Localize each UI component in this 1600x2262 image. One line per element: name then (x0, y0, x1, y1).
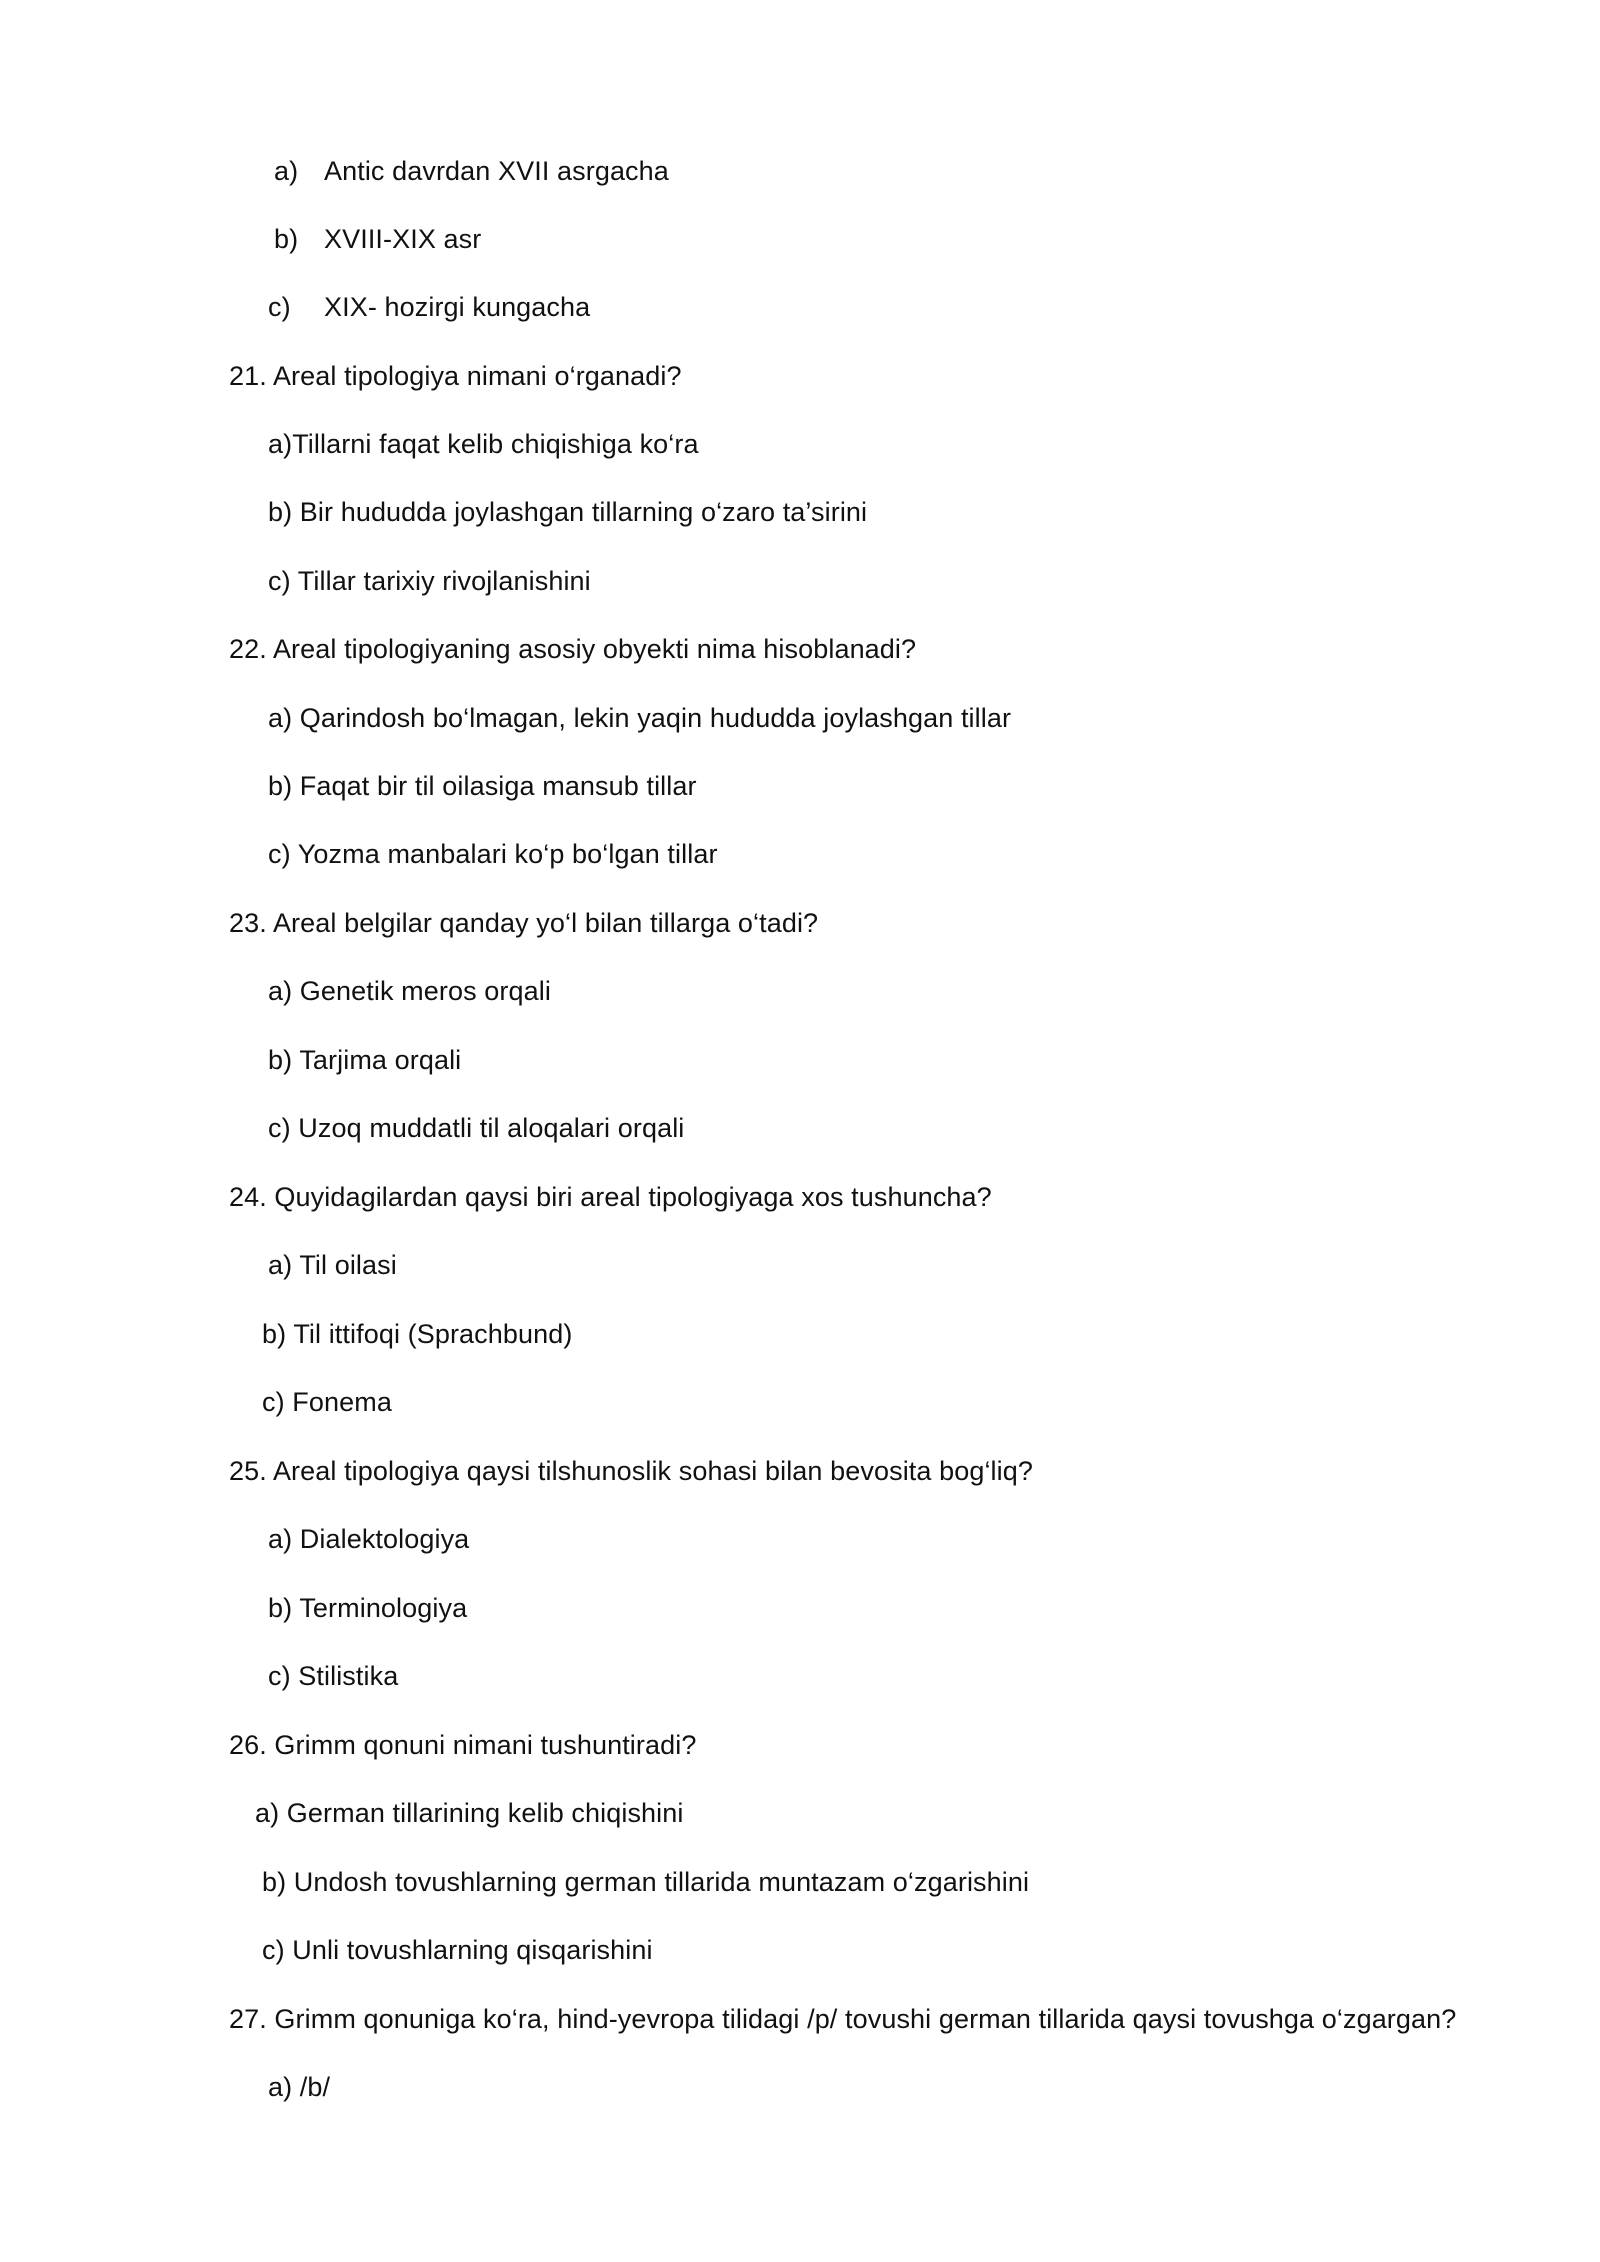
answer-option: a) German tillarining kelib chiqishini (255, 1798, 684, 1828)
answer-option: a) Qarindosh bo‘lmagan, lekin yaqin hududda joylashgan tillar (268, 703, 1012, 733)
option-label: b) (274, 224, 299, 254)
answer-option: a)Tillarni faqat kelib chiqishiga ko‘ra (268, 429, 699, 459)
answer-option: c) Unli tovushlarning qisqarishini (262, 1935, 653, 1965)
list-item (268, 290, 590, 324)
option-text: XVIII-XIX asr (324, 224, 482, 254)
answer-option: c) Yozma manbalari ko‘p bo‘lgan tillar (268, 839, 718, 869)
question-26: 26. Grimm qonuni nimani tushuntiradi? (229, 1730, 697, 1760)
option-label: c) (268, 292, 291, 322)
question-22: 22. Areal tipologiyaning asosiy obyekti nima hisoblanadi? (229, 634, 917, 664)
answer-option: c) Stilistika (268, 1661, 399, 1691)
answer-option: b) Terminologiya (268, 1593, 468, 1623)
answer-option: a) Til oilasi (268, 1250, 397, 1280)
question-24: 24. Quyidagilardan qaysi biri areal tipologiyaga xos tushuncha? (229, 1182, 992, 1212)
answer-option: c) Uzoq muddatli til aloqalari orqali (268, 1113, 685, 1143)
answer-option: b) Til ittifoqi (Sprachbund) (262, 1319, 573, 1349)
question-23: 23. Areal belgilar qanday yo‘l bilan tillarga o‘tadi? (229, 908, 819, 938)
list-item (274, 154, 669, 188)
answer-option: a) Dialektologiya (268, 1524, 470, 1554)
answer-option: b) Bir hududda joylashgan tillarning o‘zaro ta’sirini (268, 497, 868, 527)
list-item (274, 222, 481, 256)
answer-option: b) Undosh tovushlarning german tillarida muntazam o‘zgarishini (262, 1867, 1030, 1897)
question-25: 25. Areal tipologiya qaysi tilshunoslik sohasi bilan bevosita bog‘liq? (229, 1456, 1033, 1486)
answer-option: a) Genetik meros orqali (268, 976, 551, 1006)
question-21: 21. Areal tipologiya nimani o‘rganadi? (229, 361, 682, 391)
option-label: a) (274, 156, 299, 186)
option-text: Antic davrdan XVII asrgacha (324, 156, 669, 186)
answer-option: a) /b/ (268, 2072, 331, 2102)
option-text: XIX- hozirgi kungacha (324, 292, 591, 322)
answer-option: b) Tarjima orqali (268, 1045, 462, 1075)
answer-option: c) Fonema (262, 1387, 392, 1417)
answer-option: b) Faqat bir til oilasiga mansub tillar (268, 771, 697, 801)
question-27: 27. Grimm qonuniga ko‘ra, hind-yevropa tilidagi /p/ tovushi german tillarida qaysi tovushga o‘zgargan? (229, 2004, 1457, 2034)
answer-option: c) Tillar tarixiy rivojlanishini (268, 566, 591, 596)
